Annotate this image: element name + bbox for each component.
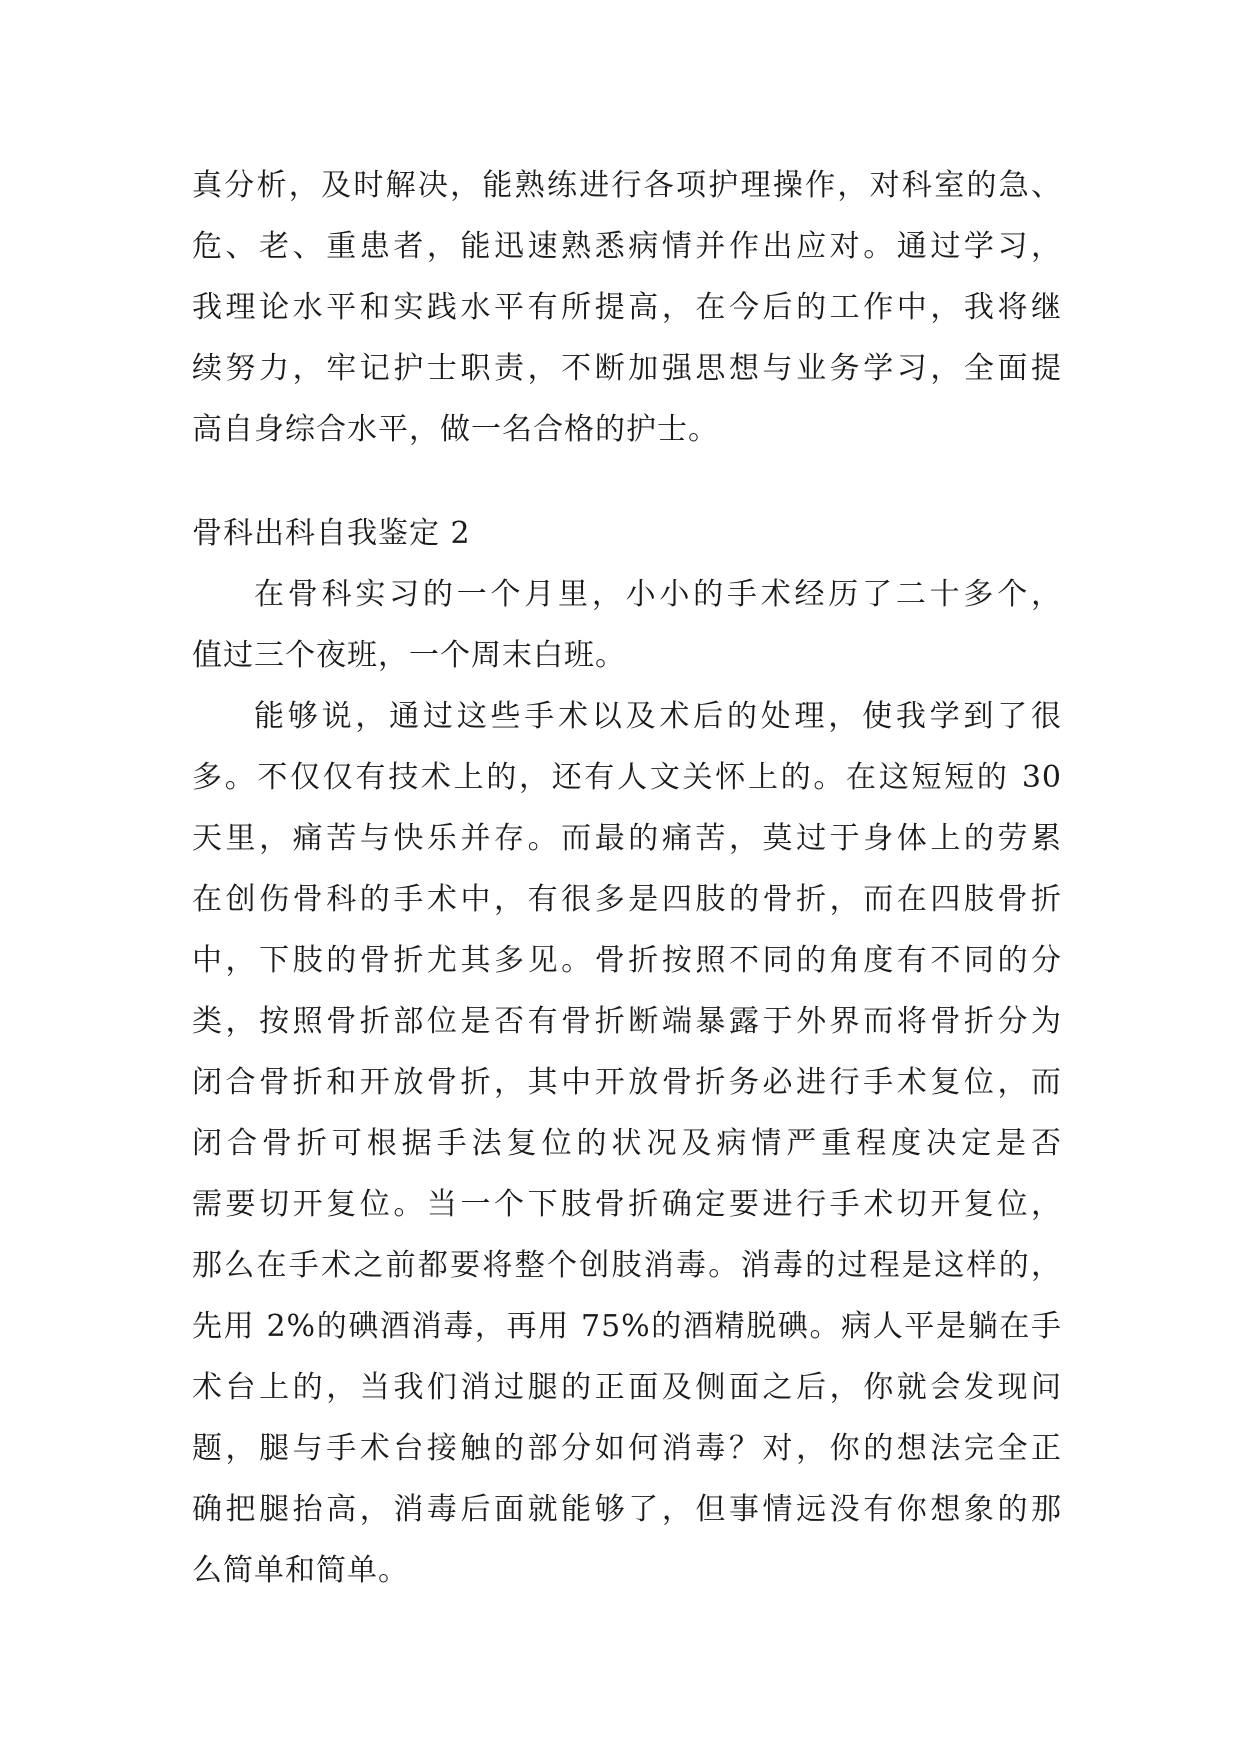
paragraph-1 [192,564,1062,686]
section-heading: 骨科出科自我鉴定 2 [192,516,471,551]
text-line: 续努力，牢记护士职责，不断加强思想与业务学习，全面提 [192,351,1062,386]
section-2 [192,503,1062,1601]
text-line: 中，下肢的骨折尤其多见。骨折按照不同的角度有不同的分 [192,943,1062,978]
text-line: 类，按照骨折部位是否有骨折断端暴露于外界而将骨折分为 [192,1004,1062,1039]
text-line: 在骨科实习的一个月里，小小的手术经历了二十多个， [254,577,1062,612]
text-line: 闭合骨折和开放骨折，其中开放骨折务必进行手术复位，而 [192,1065,1062,1100]
text-line: 真分析，及时解决，能熟练进行各项护理操作，对科室的急、 [192,168,1062,203]
text-line: 在创伤骨科的手术中，有很多是四肢的骨折，而在四肢骨折 [192,882,1062,917]
text-line: 多。不仅仅有技术上的，还有人文关怀上的。在这短短的 30 [192,760,1062,795]
paragraph-2 [192,686,1062,1601]
text-line: 那么在手术之前都要将整个创肢消毒。消毒的过程是这样的， [192,1248,1062,1283]
text-line: 题，腿与手术台接触的部分如何消毒？对，你的想法完全正 [192,1431,1062,1466]
text-line: 能够说，通过这些手术以及术后的处理，使我学到了很 [254,699,1062,734]
text-line: 术台上的，当我们消过腿的正面及侧面之后，你就会发现问 [192,1370,1062,1405]
text-line: 高自身综合水平，做一名合格的护士。 [192,412,719,447]
text-line: 么简单和简单。 [192,1553,409,1588]
text-line: 确把腿抬高，消毒后面就能够了，但事情远没有你想象的那 [192,1492,1062,1527]
text-line: 天里，痛苦与快乐并存。而最的痛苦，莫过于身体上的劳累 [192,821,1062,856]
text-line: 值过三个夜班，一个周末白班。 [192,638,626,673]
text-line: 需要切开复位。当一个下肢骨折确定要进行手术切开复位， [192,1187,1062,1222]
text-line: 先用 2%的碘酒消毒，再用 75%的酒精脱碘。病人平是躺在手 [192,1309,1062,1344]
continuation-paragraph [192,155,1062,460]
text-line: 危、老、重患者，能迅速熟悉病情并作出应对。通过学习， [192,229,1062,264]
text-line: 我理论水平和实践水平有所提高，在今后的工作中，我将继 [192,290,1062,325]
text-line: 闭合骨折可根据手法复位的状况及病情严重程度决定是否 [192,1126,1062,1161]
